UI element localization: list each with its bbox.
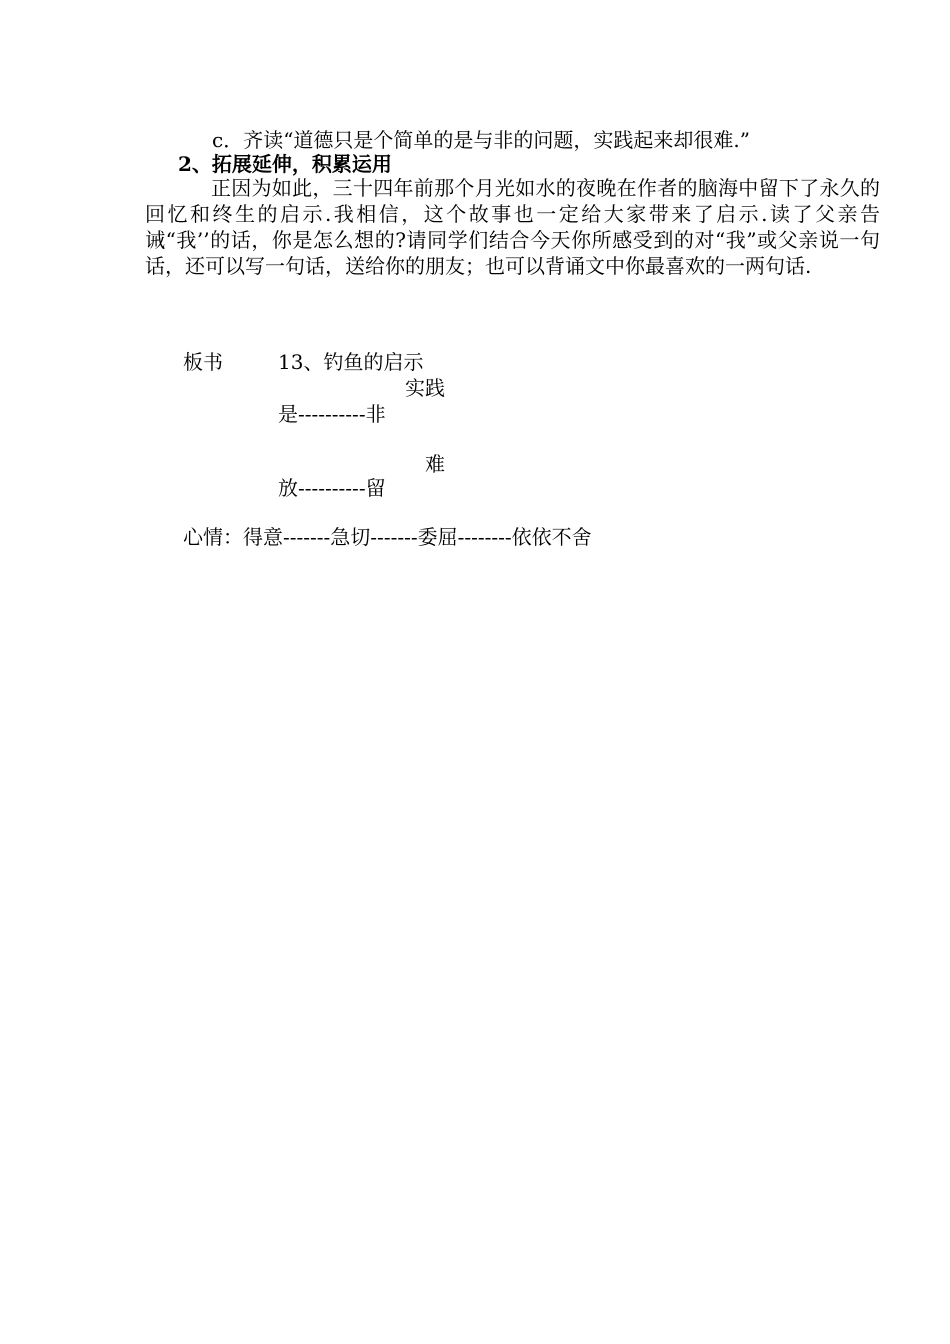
board-row-let-keep: 放----------留 xyxy=(278,476,386,500)
board-word-practice: 实践 xyxy=(405,376,445,400)
section-heading: 2、拓展延伸，积累运用 xyxy=(178,152,392,176)
board-title: 13、钓鱼的启示 xyxy=(278,350,424,374)
board-label: 板书 xyxy=(183,350,223,374)
board-word-hard: 难 xyxy=(425,452,445,476)
body-paragraph: 正因为如此，三十四年前那个月光如水的夜晚在作者的脑海中留下了永久的回忆和终生的启示.我相信，这个故事也一定给大家带来了启示.读了父亲告诫“我’’的话，你是怎么想的?请同学们结合今天你所感受到的对“我”或父亲说一句话，还可以写一句话，送给你的朋友；也可以背诵文中你最喜欢的一两句话. xyxy=(145,176,880,278)
reading-instruction: c．齐读“道德只是个简单的是与非的问题，实践起来却很难.” xyxy=(212,128,751,152)
board-row-yes-no: 是----------非 xyxy=(278,402,386,426)
board-mood-line: 心情：得意-------急切-------委屈--------依依不舍 xyxy=(183,525,592,549)
